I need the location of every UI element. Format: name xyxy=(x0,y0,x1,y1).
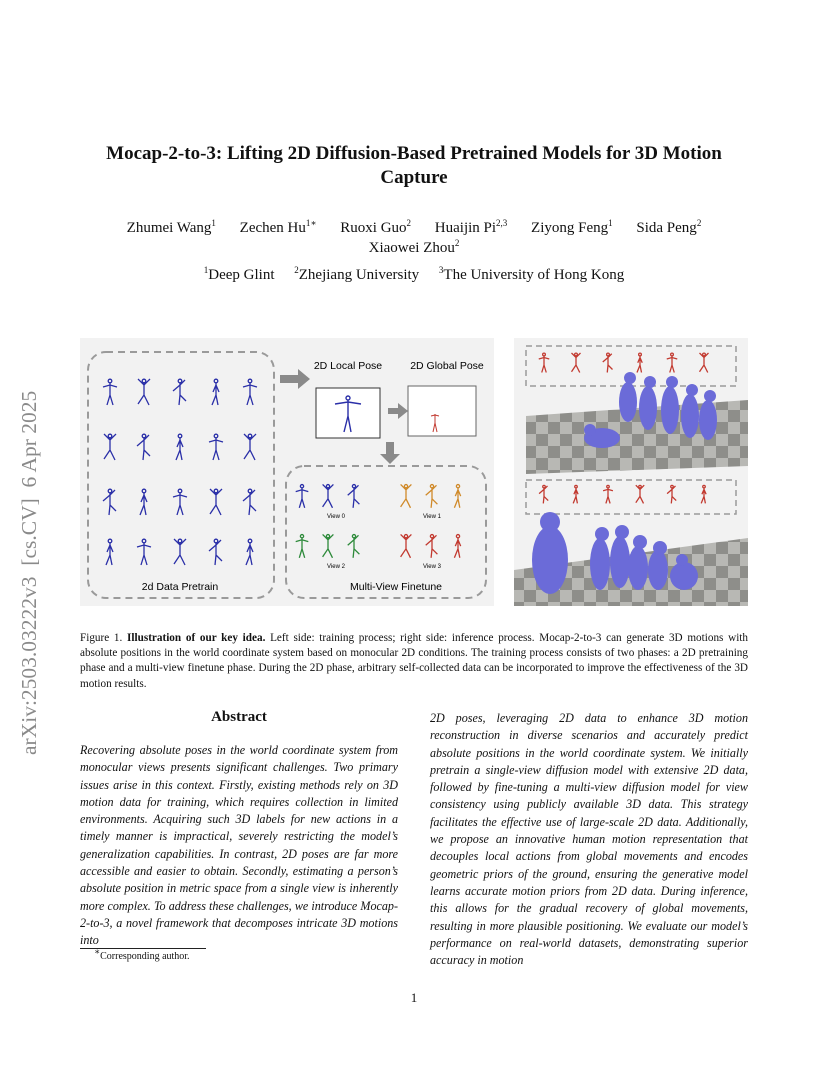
page-number: 1 xyxy=(410,990,418,1005)
author: Sida Peng$^2$ xyxy=(636,218,702,236)
affiliation: $^2$Zhejiang University xyxy=(294,265,420,283)
paper-title: Mocap-2-to-3: Lifting 2D Diffusion-Based Pretrained Models for 3D Motion Capture xyxy=(106,143,722,188)
author: Zechen $Hu^{1∗}$ xyxy=(239,218,317,236)
view-3-label: View 3 xyxy=(423,564,441,570)
author: Ziyong Feng$^1$ xyxy=(531,218,613,236)
caption-text: Left side: training process; right side: inference process. Mocap-2-to-3 can generate 3D motions with absolute positions in the world coordinate system based on monocular 2D conditions. The training process consists of two phases: a 2D pretraining phase and a multi-view finetune phase. During the 2D phase, arbitrary self-collected data can be incorporated to improve the effectiveness of the 3D motion results. xyxy=(80,632,749,690)
affiliation: $^1$Deep Glint xyxy=(203,265,275,283)
view-2-label: View 2 xyxy=(327,564,345,570)
caption-label: Figure 1. xyxy=(80,632,123,644)
author: Huaijin Pi$^{2,3}$ xyxy=(434,218,508,236)
author: Ruoxi Guo$^2$ xyxy=(340,218,412,236)
abstract-left-column: Recovering absolute poses in the world coordinate system from monocular views presents significant challenges. Two primary issues arise in this context. Firstly, existing methods rely on 3D motion data for training, which requires collection in limited environments. Acquiring such 3D labels for new actions in a timely manner is impractical, severely restricting the model’s generalization capabilities. In contrast, 2D poses are far more accessible and easier to obtain. Secondly, estimating a person’s absolute position in metric space from a single view is inherently more complex. To address these challenges, we introduce Mocap-2-to-3, a novel framework that decomposes intricate 3D motions into xyxy=(80,743,398,948)
author-list xyxy=(70,218,758,258)
footnote: ∗Corresponding author. xyxy=(94,946,190,962)
figure-caption xyxy=(80,631,748,692)
author: Xiaowei Zhou$^2$ xyxy=(368,238,460,256)
global-pose-box xyxy=(408,386,476,436)
affiliation: $^3$The University of Hong Kong xyxy=(438,265,625,283)
pretrain-label: 2d Data Pretrain xyxy=(141,581,219,593)
author: Zhumei Wang$^1$ xyxy=(126,218,216,236)
global-pose-label: 2D Global Pose xyxy=(410,360,484,372)
abstract-right-column: 2D poses, leveraging 2D data to enhance 3D motion reconstruction in diverse scenarios and accurately predict absolute positions in the world coordinate system. We initially pretrain a single-view diffusion model with extensive 2D data, followed by fine-tuning a multi-view diffusion model for view consistency using publicly available 3D data. This strategy facilitates the effective use of large-scale 2D data. Additionally, we propose an innovative human motion representation that decouples local actions from global movements and encodes geometric priors of the ground, ensuring the generative model learns accurate motion priors from 2D data. During inference, this allows for the gradual recovery of global movements, resulting in more plausible positioning. We evaluate our model’s performance on real-world datasets, demonstrating superior accuracy in motion xyxy=(430,711,748,968)
teaser-figure xyxy=(80,338,748,606)
finetune-label: Multi-View Finetune xyxy=(349,581,443,593)
caption-bold: Illustration of our key idea. xyxy=(127,632,266,644)
local-pose-label: 2D Local Pose xyxy=(313,360,383,372)
view-0-label: View 0 xyxy=(327,514,345,520)
arxiv-identifier-text: arXiv:2503.03222v3 [cs.CV] 6 Apr 2025 xyxy=(17,390,41,755)
affiliation-list xyxy=(70,265,758,285)
view-1-label: View 1 xyxy=(423,514,441,520)
arxiv-identifier xyxy=(6,290,46,760)
abstract-heading: Abstract xyxy=(211,709,267,725)
